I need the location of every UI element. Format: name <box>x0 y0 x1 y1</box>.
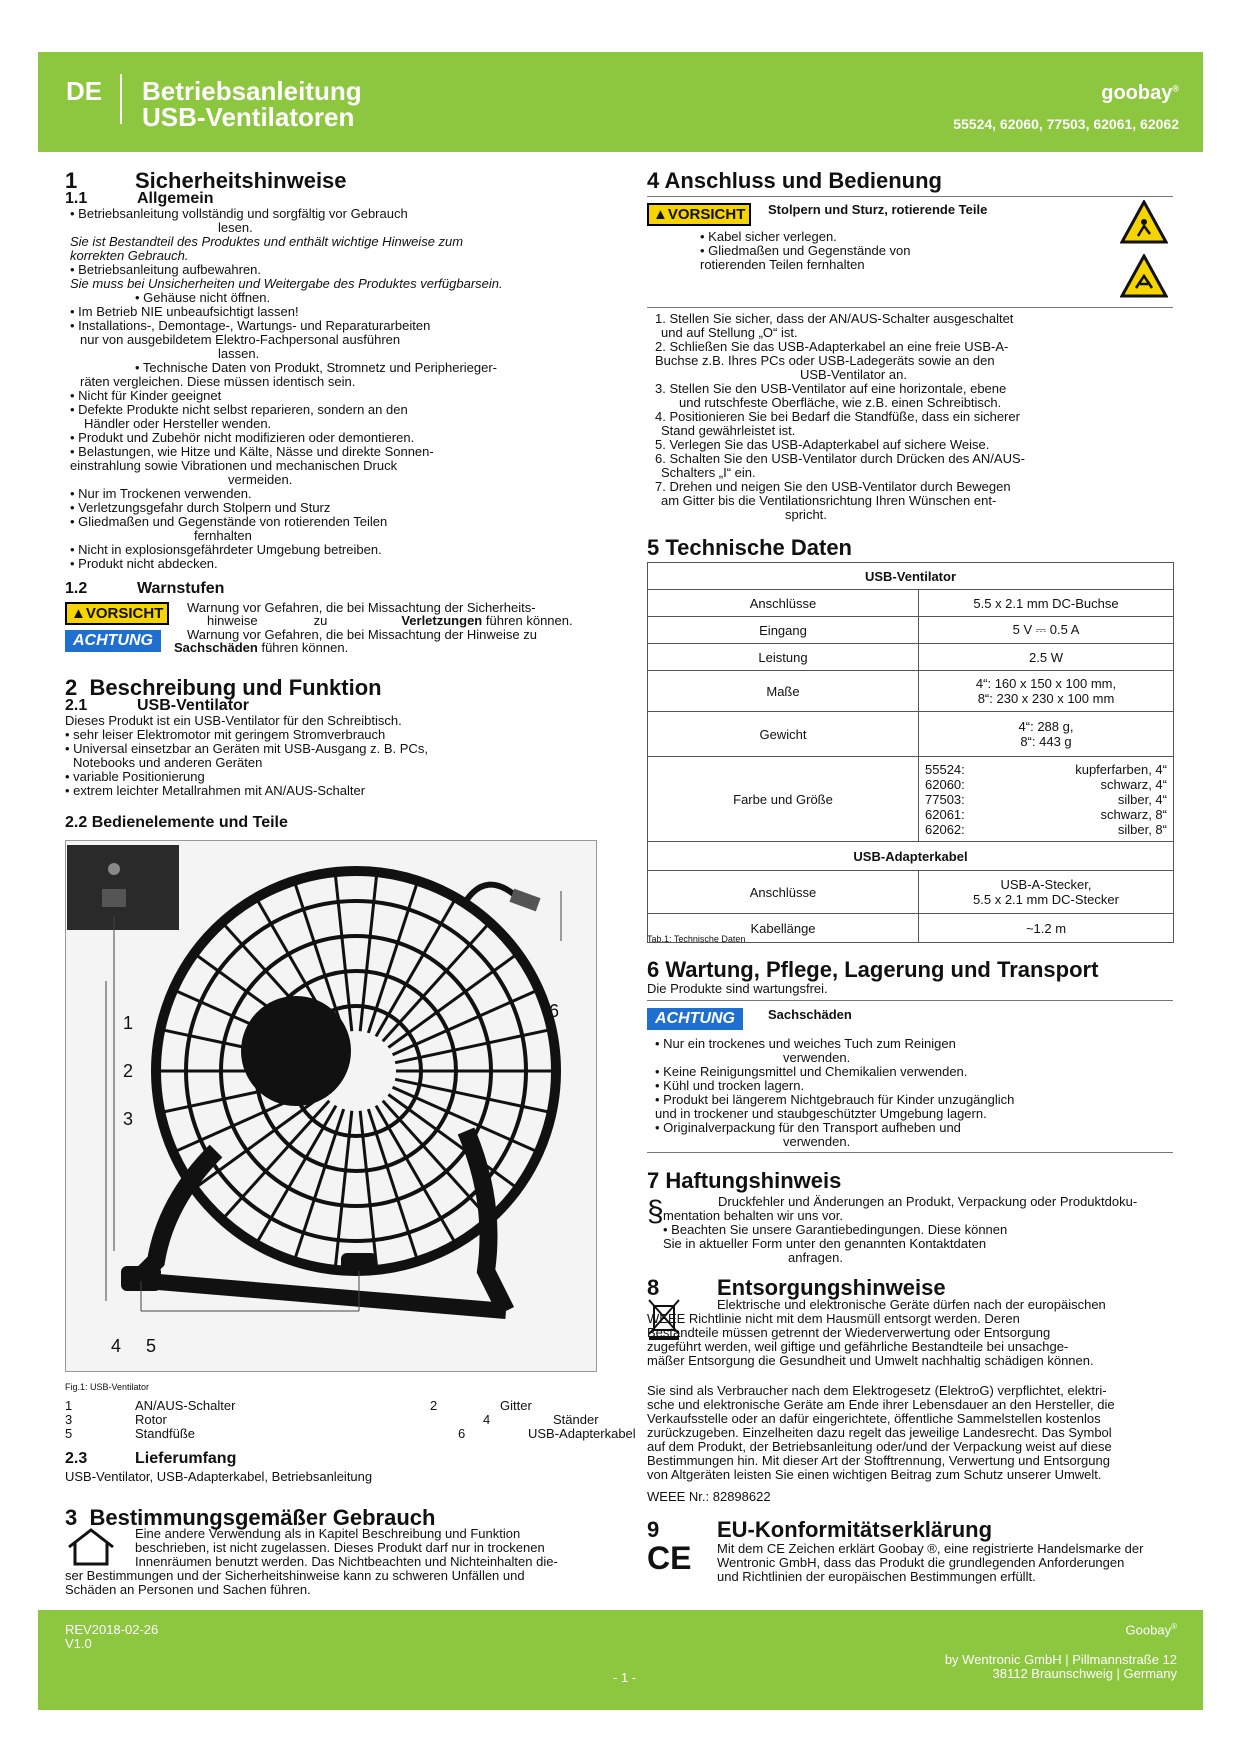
achtung-badge: ACHTUNG <box>65 630 161 652</box>
table-row: Anschlüsse USB-A-Stecker, 5.5 x 2.1 mm DC-Stecker <box>648 871 1174 914</box>
text-line: • Kabel sicher verlegen. <box>700 229 837 244</box>
legend-t3: Rotor <box>135 1412 167 1427</box>
legend-n2: 2 <box>430 1398 438 1413</box>
s6-rule-top <box>647 1000 1173 1001</box>
s1-list <box>70 207 610 571</box>
language-code: DE <box>66 76 103 106</box>
text-line: ser Bestimmungen und der Sicherheitshinweise kann zu schweren Unfällen und <box>65 1568 525 1583</box>
rotor-hub <box>241 996 351 1106</box>
s4-vorsicht-badge: ▲VORSICHT <box>647 203 751 226</box>
text-line: fernhalten <box>194 528 252 543</box>
footer-address-2: 38112 Braunschweig | Germany <box>992 1666 1177 1681</box>
callout-3: 3 <box>123 1109 134 1129</box>
s9-list <box>717 1542 1177 1584</box>
text-line: von Altgeräten leisten Sie einen wichtigen Beitrag zum Schutz unserer Umwelt. <box>647 1467 1102 1482</box>
text-line: Schalters „I“ ein. <box>661 465 756 480</box>
header-bar <box>38 52 1203 152</box>
text-line: Verkaufsstelle oder an dafür eingerichtete, öffentliche Sammelstellen kostenlos <box>647 1411 1101 1426</box>
s8-para2 <box>647 1384 1175 1482</box>
s23-title: Lieferumfang <box>135 1450 237 1467</box>
text-line: 1. Stellen Sie sicher, dass der AN/AUS-Schalter ausgeschaltet <box>655 311 1014 326</box>
vorsicht-text-2: hinweise zu Verletzungen führen können. <box>207 613 573 628</box>
s6-title: 6 Wartung, Pflege, Lagerung und Transport <box>647 957 1099 982</box>
table-row: Kabellänge ~1.2 m <box>648 914 1174 943</box>
text-line: sche und elektronische Geräte am Ende ihrer Lebensdauer an den Hersteller, die <box>647 1397 1115 1412</box>
ce-mark-icon: CE <box>647 1540 692 1576</box>
text-line: Händler oder Hersteller wenden. <box>84 416 272 431</box>
text-line: verwenden. <box>783 1050 851 1065</box>
text-line: und auf Stellung „O“ ist. <box>661 325 798 340</box>
footer-version: V1.0 <box>65 1636 92 1651</box>
text-line: Bestandteile müssen getrennt der Wiederverwertung oder Entsorgung <box>647 1325 1051 1340</box>
text-line: • Beachten Sie unsere Garantiebedingungen. Diese können <box>663 1222 1008 1237</box>
text-line: verwenden. <box>783 1134 851 1149</box>
text-line: anfragen. <box>788 1250 843 1265</box>
fig-caption: Fig.1: USB-Ventilator <box>65 1382 150 1392</box>
text-line: 3. Stellen Sie den USB-Ventilator auf eine horizontale, ebene <box>655 381 1007 396</box>
s4-rule-top <box>647 196 1173 197</box>
footer-revision: REV2018-02-26 <box>65 1622 159 1637</box>
text-line: • Produkt und Zubehör nicht modifizieren oder demontieren. <box>70 430 415 445</box>
callout-5: 5 <box>146 1336 157 1356</box>
legend-n4: 4 <box>483 1412 491 1427</box>
text-line: korrekten Gebrauch. <box>70 248 189 263</box>
s6-warn-title: Sachschäden <box>768 1007 852 1022</box>
text-line: • Gliedmaßen und Gegenstände von <box>700 243 911 258</box>
text-line: 5. Verlegen Sie das USB-Adapterkabel auf sichere Weise. <box>655 437 990 452</box>
footer-address-1: by Wentronic GmbH | Pillmannstraße 12 <box>944 1652 1177 1667</box>
text-line: • Im Betrieb NIE unbeaufsichtigt lassen! <box>70 304 299 319</box>
table-row: Leistung 2.5 W <box>648 644 1174 671</box>
text-line: • Nur im Trockenen verwenden. <box>70 486 252 501</box>
s11-title: Allgemein <box>137 190 214 207</box>
legend-t4: Ständer <box>553 1412 599 1427</box>
text-line: Innenräumen benutzt werden. Das Nichtbeachten und Nichteinhalten die- <box>135 1554 558 1569</box>
s23-text: USB-Ventilator, USB-Adapterkabel, Betriebsanleitung <box>65 1469 373 1484</box>
vorsicht-badge: ▲VORSICHT <box>65 602 169 625</box>
s1-title: Sicherheitshinweise <box>135 168 347 193</box>
text-line: WEEE Richtlinie nicht mit dem Hausmüll entsorgt werden. Deren <box>647 1311 1020 1326</box>
text-line: • Nur ein trockenes und weiches Tuch zum Reinigen <box>655 1036 956 1051</box>
text-line: Eine andere Verwendung als in Kapitel Beschreibung und Funktion <box>135 1526 521 1541</box>
table-row: Gewicht 4“: 288 g, 8“: 443 g <box>648 712 1174 757</box>
text-line: Schäden an Personen und Sachen führen. <box>65 1582 311 1597</box>
s8-list <box>647 1298 1175 1368</box>
header-divider <box>120 74 122 124</box>
s21-num: 2.1 <box>65 697 88 714</box>
trip-warning-icon <box>1120 200 1168 249</box>
s9-num: 9 <box>647 1517 660 1542</box>
s23-num: 2.3 <box>65 1450 88 1467</box>
doc-title: Betriebsanleitung <box>142 76 362 106</box>
s7-title: 7 Haftungshinweis <box>647 1168 842 1193</box>
text-line: und Richtlinien der europäischen Bestimmungen erfüllt. <box>717 1569 1036 1584</box>
text-line: beschrieben, ist nicht zugelassen. Dieses Produkt darf nur in trockenen <box>135 1540 545 1555</box>
s4-title: 4 Anschluss und Bedienung <box>647 168 942 193</box>
s5-title: 5 Technische Daten <box>647 535 852 560</box>
s6-intro: Die Produkte sind wartungsfrei. <box>647 981 828 996</box>
achtung-text-1: Warnung vor Gefahren, die bei Missachtung der Hinweise zu <box>187 627 537 642</box>
text-line: • Betriebsanleitung aufbewahren. <box>70 262 262 277</box>
text-line: • extrem leichter Metallrahmen mit AN/AUS-Schalter <box>65 783 366 798</box>
s11-num: 1.1 <box>65 190 88 207</box>
legend-t1: AN/AUS-Schalter <box>135 1398 236 1413</box>
text-line: räten vergleichen. Diese müssen identisch sein. <box>80 374 356 389</box>
text-line: und rutschfeste Oberfläche, wie z.B. einen Schreibtisch. <box>679 395 1002 410</box>
vorsicht-text-1: Warnung vor Gefahren, die bei Missachtung der Sicherheits- <box>187 600 536 615</box>
s8-title: Entsorgungshinweise <box>717 1275 946 1300</box>
s9-title: EU-Konformitätserklärung <box>717 1517 993 1542</box>
text-line: Bestimmungen hin. Mit dieser Art der Stofftrennung, Verwertung und Entsorgung <box>647 1453 1110 1468</box>
text-line: nur von ausgebildetem Elektro-Fachpersonal ausführen <box>80 332 401 347</box>
article-numbers: 55524, 62060, 77503, 62061, 62062 <box>953 116 1179 132</box>
text-line: Sie sind als Verbraucher nach dem Elektrogesetz (ElektroG) verpflichtet, elektri- <box>647 1383 1107 1398</box>
text-line: • Defekte Produkte nicht selbst reparieren, sondern an den <box>70 402 408 417</box>
text-line: spricht. <box>785 507 827 522</box>
text-line: und in trockener und staubgeschützter Umgebung lagern. <box>655 1106 987 1121</box>
s2-title: 2 Beschreibung und Funktion <box>65 675 382 700</box>
text-line: Sie in aktueller Form unter den genannten Kontaktdaten <box>663 1236 987 1251</box>
s21-title: USB-Ventilator <box>137 697 250 714</box>
legend-n1: 1 <box>65 1398 73 1413</box>
table-caption: Tab.1: Technische Daten <box>647 934 746 944</box>
legend-n3: 3 <box>65 1412 73 1427</box>
table-row: Maße 4“: 160 x 150 x 100 mm, 8“: 230 x 230 x 100 mm <box>648 671 1174 712</box>
text-line: • Produkt nicht abdecken. <box>70 556 218 571</box>
s3-text <box>65 1527 605 1597</box>
text-line: • Universal einsetzbar an Geräten mit USB-Ausgang z. B. PCs, <box>65 741 428 756</box>
table-head: USB-Ventilator <box>648 563 1174 590</box>
s2-list <box>65 714 605 798</box>
text-line: • Gehäuse nicht öffnen. <box>135 290 271 305</box>
callout-6: 6 <box>549 1001 560 1021</box>
text-line: Mit dem CE Zeichen erklärt Goobay ®, eine registrierte Handelsmarke der <box>717 1541 1144 1556</box>
text-line: 4. Positionieren Sie bei Bedarf die Standfüße, dass ein sicherer <box>655 409 1020 424</box>
text-line: • Originalverpackung für den Transport aufheben und <box>655 1120 961 1135</box>
s7-list <box>663 1195 1183 1265</box>
legend-n6: 6 <box>458 1426 466 1441</box>
s4-rule-bottom <box>647 307 1173 308</box>
s1-num: 1 <box>65 168 78 193</box>
text-line: mentation behalten wir uns vor. <box>663 1208 843 1223</box>
text-line: am Gitter bis die Ventilationsrichtung Ihren Wünschen ent- <box>661 493 997 508</box>
s8-num: 8 <box>647 1275 660 1300</box>
text-line: zurückzugeben. Einzelheiten dazu regelt das jeweilige Landesrecht. Das Symbol <box>647 1425 1112 1440</box>
footer-brand: Goobay® <box>1125 1622 1177 1638</box>
tech-data-table <box>647 562 1174 943</box>
text-line: • Installations-, Demontage-, Wartungs- und Reparaturarbeiten <box>70 318 431 333</box>
text-line: lassen. <box>218 346 260 361</box>
table-row: Farbe und Größe 55524: kupferfarben, 4“ 62060: schwarz, 4“ 77503: silber, 4“ 62061: schwarz, 8“ 62062: silber, 8“ <box>648 757 1174 842</box>
text-line: Notebooks und anderen Geräten <box>73 755 263 770</box>
text-line: vermeiden. <box>228 472 293 487</box>
callout-1: 1 <box>123 1013 134 1033</box>
table-row: Anschlüsse 5.5 x 2.1 mm DC-Buchse <box>648 590 1174 617</box>
legend-t5: Standfüße <box>135 1426 195 1441</box>
legend-n5: 5 <box>65 1426 73 1441</box>
text-line: Buchse z.B. Ihres PCs oder USB-Ladegeräts sowie an den <box>655 353 995 368</box>
s6-rule-bottom <box>647 1152 1173 1153</box>
text-line: • Betriebsanleitung vollständig und sorgfältig vor Gebrauch <box>70 206 408 221</box>
fan-figure <box>65 840 597 1372</box>
text-line: • Gliedmaßen und Gegenstände von rotierenden Teilen <box>70 514 388 529</box>
footer-bar <box>38 1610 1203 1710</box>
text-line: Elektrische und elektronische Geräte dürfen nach der europäischen <box>717 1297 1106 1312</box>
goobay-logo: goobay® <box>1101 82 1179 104</box>
text-line: USB-Ventilator an. <box>800 367 907 382</box>
text-line: • sehr leiser Elektromotor mit geringem Stromverbrauch <box>65 727 386 742</box>
text-line: • Nicht für Kinder geeignet <box>70 388 222 403</box>
s6-list <box>655 1037 1175 1149</box>
text-line: Druckfehler und Änderungen an Produkt, Verpackung oder Produktdoku- <box>718 1194 1138 1209</box>
text-line: • Technische Daten von Produkt, Stromnetz und Peripherieger- <box>135 360 498 375</box>
achtung-text-2: Sachschäden führen können. <box>174 640 349 655</box>
fan-illustration <box>66 841 596 1371</box>
text-line: Stand gewährleistet ist. <box>661 423 796 438</box>
text-line: zugeführt werden, weil giftige und gefährliche Bestandteile bei unsachge- <box>647 1339 1069 1354</box>
text-line: Sie muss bei Unsicherheiten und Weitergabe des Produktes verfügbarsein. <box>70 276 503 291</box>
text-line: 6. Schalten Sie den USB-Ventilator durch Drücken des AN/AUS- <box>655 451 1025 466</box>
callout-2: 2 <box>123 1061 134 1081</box>
s6-achtung-badge: ACHTUNG <box>647 1008 743 1030</box>
table-row: Eingang 5 V ⎓ 0.5 A <box>648 617 1174 644</box>
text-line: Dieses Produkt ist ein USB-Ventilator für den Schreibtisch. <box>65 713 402 728</box>
s4-steps <box>655 312 1175 522</box>
text-line: • Verletzungsgefahr durch Stolpern und Sturz <box>70 500 331 515</box>
s4-warn-list <box>700 230 1080 272</box>
s12-num: 1.2 <box>65 580 88 597</box>
text-line: • Nicht in explosionsgefährdeter Umgebung betreiben. <box>70 542 382 557</box>
text-line: lesen. <box>218 220 253 235</box>
legend-t2: Gitter <box>500 1398 532 1413</box>
legend-t6: USB-Adapterkabel <box>528 1426 636 1441</box>
s4-warn-title: Stolpern und Sturz, rotierende Teile <box>768 202 988 217</box>
s3-title: 3 Bestimmungsgemäßer Gebrauch <box>65 1505 436 1530</box>
text-line: auf dem Produkt, der Betriebsanleitung oder/und der Verpackung weist auf diese <box>647 1439 1112 1454</box>
text-line: 7. Drehen und neigen Sie den USB-Ventilator durch Bewegen <box>655 479 1011 494</box>
s22-title: 2.2 Bedienelemente und Teile <box>65 814 288 831</box>
rotating-parts-warning-icon <box>1120 254 1168 303</box>
text-line: • Kühl und trocken lagern. <box>655 1078 805 1093</box>
switch-detail-inset <box>67 845 179 930</box>
page-number: - 1 - <box>613 1670 637 1685</box>
text-line: Sie ist Bestandteil des Produktes und enthält wichtige Hinweise zum <box>70 234 464 249</box>
callout-4: 4 <box>111 1336 122 1356</box>
text-line: • Produkt bei längerem Nichtgebrauch für Kinder unzugänglich <box>655 1092 1015 1107</box>
text-line: rotierenden Teilen fernhalten <box>700 257 865 272</box>
text-line: • variable Positionierung <box>65 769 205 784</box>
text-line: einstrahlung sowie Vibrationen und mechanischen Druck <box>70 458 398 473</box>
paragraph-icon: § <box>647 1195 664 1228</box>
text-line: Wentronic GmbH, dass das Produkt die grundlegenden Anforderungen <box>717 1555 1125 1570</box>
text-line: mäßer Entsorgung die Gesundheit und Umwelt nachhaltig schädigen können. <box>647 1353 1094 1368</box>
text-line: 2. Schließen Sie das USB-Adapterkabel an eine freie USB-A- <box>655 339 1009 354</box>
table-head: USB-Adapterkabel <box>648 842 1174 871</box>
text-line: • Belastungen, wie Hitze und Kälte, Nässe und direkte Sonnen- <box>70 444 434 459</box>
weee-number: WEEE Nr.: 82898622 <box>647 1489 771 1504</box>
s12-title: Warnstufen <box>137 580 225 597</box>
text-line: • Keine Reinigungsmittel und Chemikalien verwenden. <box>655 1064 968 1079</box>
doc-subtitle: USB-Ventilatoren <box>142 102 355 132</box>
